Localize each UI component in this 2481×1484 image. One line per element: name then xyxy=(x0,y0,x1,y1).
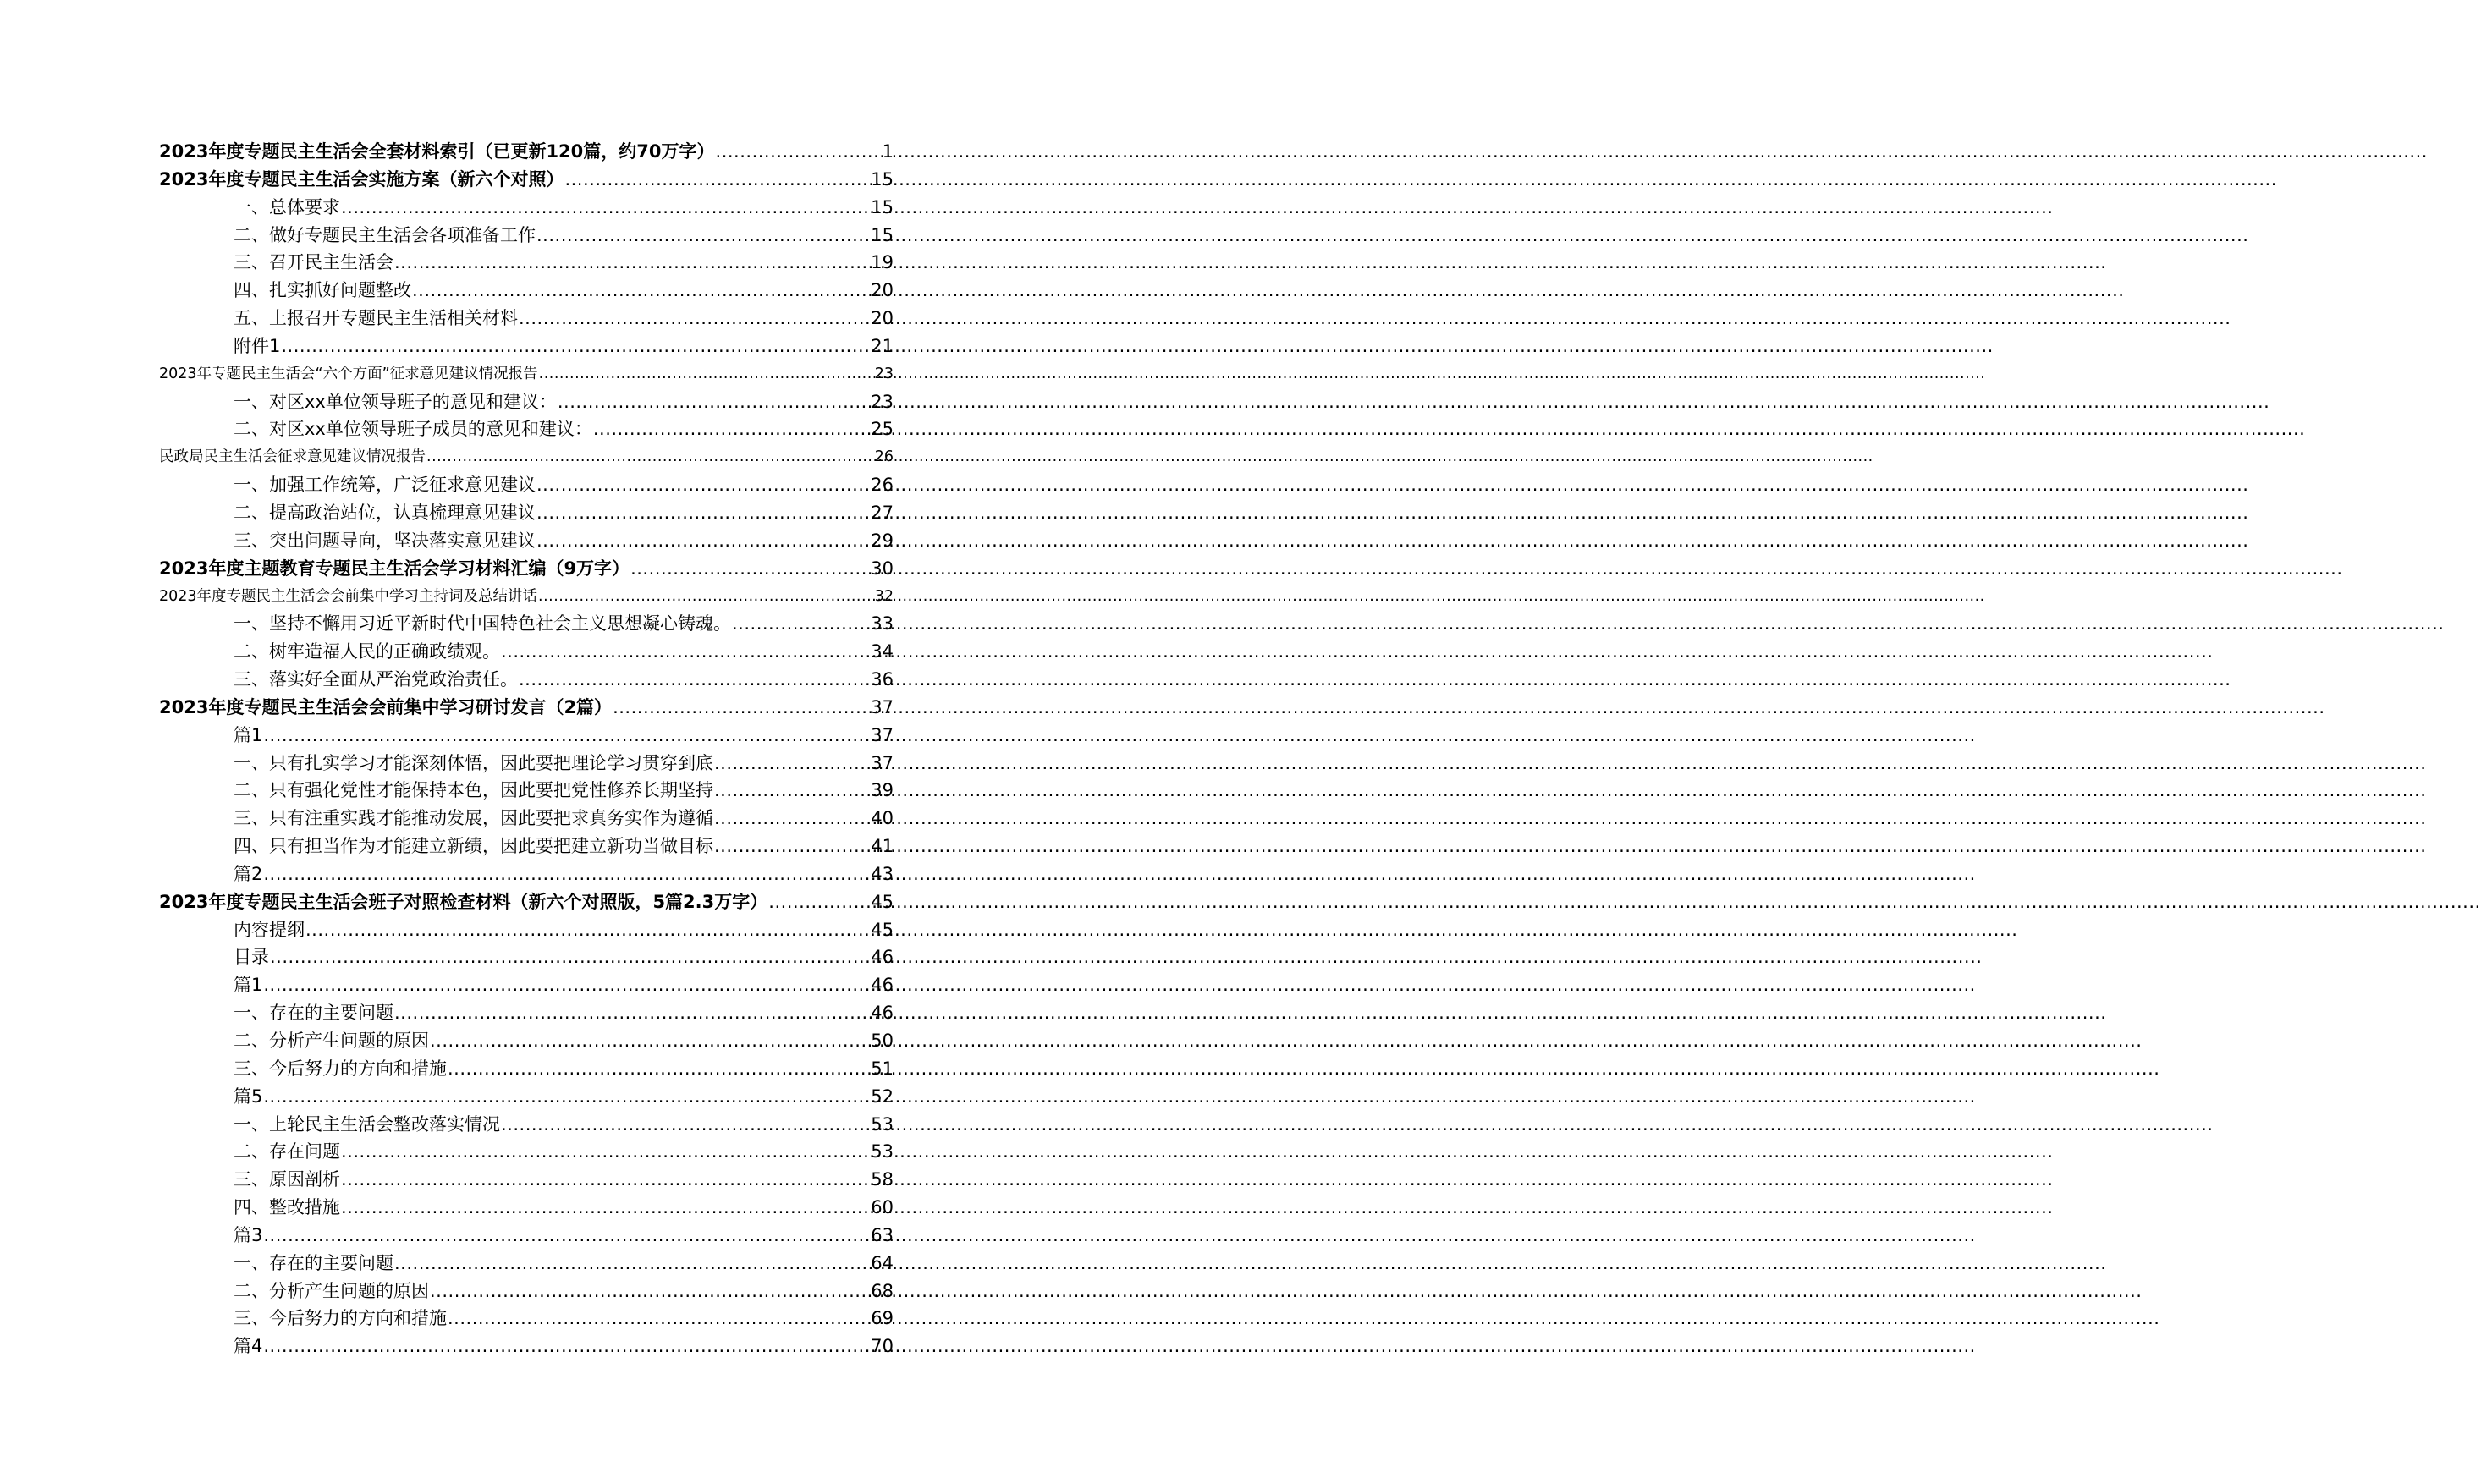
toc-entry-title: 一、对区xx单位领导班子的意见和建议： xyxy=(234,391,557,412)
toc-entry[interactable] xyxy=(159,722,894,750)
toc-entry-title: 民政局民主生活会征求意见建议情况报告 xyxy=(159,448,426,466)
toc-dot-leader xyxy=(430,1278,870,1305)
toc-entry-title: 二、做好专题民主生活会各项准备工作 xyxy=(234,224,536,245)
toc-entry-page-number: 36 xyxy=(871,669,894,690)
toc-entry-title: 2023年度主题教育专题民主生活会学习材料汇编（9万字） xyxy=(159,558,630,579)
toc-entry-title: 二、存在问题 xyxy=(234,1141,340,1162)
toc-dot-leader xyxy=(714,805,870,833)
toc-entry-page-number: 50 xyxy=(871,1031,894,1051)
toc-dot-leader xyxy=(394,1250,870,1278)
toc-entry-page-number: 63 xyxy=(871,1224,894,1245)
toc-dot-leader xyxy=(519,305,870,333)
toc-entry[interactable] xyxy=(159,610,894,638)
toc-entry-title: 二、分析产生问题的原因 xyxy=(234,1031,429,1051)
toc-entry-title: 一、坚持不懈用习近平新时代中国特色社会主义思想凝心铸魂。 xyxy=(234,613,731,635)
toc-entry-title: 二、提高政治站位，认真梳理意见建议 xyxy=(234,502,536,523)
toc-entry-title: 一、加强工作统筹，广泛征求意见建议 xyxy=(234,475,536,496)
toc-entry-page-number: 51 xyxy=(871,1058,894,1079)
toc-entry[interactable] xyxy=(159,1305,894,1333)
toc-dot-leader xyxy=(501,1111,870,1139)
toc-entry[interactable] xyxy=(159,249,894,277)
toc-entry[interactable] xyxy=(159,443,894,471)
toc-dot-leader xyxy=(714,833,870,860)
toc-dot-leader xyxy=(305,916,870,944)
toc-entry-title: 三、突出问题导向，坚决落实意见建议 xyxy=(234,530,536,551)
toc-entry-title: 三、召开民主生活会 xyxy=(234,252,393,273)
toc-entry-title: 2023年度专题民主生活会会前集中学习主持词及总结讲话 xyxy=(159,587,538,605)
toc-entry[interactable] xyxy=(159,222,894,250)
toc-entry-title: 篇5 xyxy=(234,1086,263,1107)
toc-entry-page-number: 68 xyxy=(871,1280,894,1301)
toc-entry-title: 目录 xyxy=(234,947,269,968)
toc-entry[interactable] xyxy=(159,138,894,166)
toc-dot-leader xyxy=(564,166,870,194)
toc-dot-leader xyxy=(394,999,870,1027)
toc-dot-leader xyxy=(270,943,870,971)
toc-entry[interactable] xyxy=(159,1055,894,1083)
toc-entry-title: 三、落实好全面从严治党政治责任。 xyxy=(234,669,518,690)
toc-entry-title: 篇4 xyxy=(234,1336,263,1357)
toc-entry[interactable] xyxy=(159,777,894,805)
toc-entry-page-number: 46 xyxy=(871,1003,894,1024)
toc-entry-title: 二、对区xx单位领导班子成员的意见和建议： xyxy=(234,419,592,440)
toc-entry-page-number: 37 xyxy=(871,724,894,745)
toc-entry-page-number: 37 xyxy=(871,696,894,717)
toc-entry-title: 三、只有注重实践才能推动发展，因此要把求真务实作为遵循 xyxy=(234,808,713,829)
toc-entry[interactable] xyxy=(159,1083,894,1111)
toc-entry-page-number: 45 xyxy=(871,891,894,912)
toc-dot-leader xyxy=(501,638,870,666)
toc-entry[interactable] xyxy=(159,1166,894,1194)
toc-entry-page-number: 46 xyxy=(871,975,894,996)
toc-entry-page-number: 26 xyxy=(871,475,894,496)
toc-entry-title: 2023年度专题民主生活会会前集中学习研讨发言（2篇） xyxy=(159,696,613,717)
toc-dot-leader xyxy=(768,888,870,916)
toc-dot-leader xyxy=(536,222,870,250)
toc-entry-page-number: 69 xyxy=(871,1308,894,1329)
toc-entry-page-number: 26 xyxy=(874,448,894,466)
toc-entry-page-number: 32 xyxy=(874,587,894,605)
toc-entry-page-number: 27 xyxy=(871,502,894,523)
toc-entry-page-number: 60 xyxy=(871,1197,894,1218)
toc-entry[interactable] xyxy=(159,527,894,555)
toc-entry[interactable] xyxy=(159,1194,894,1222)
toc-dot-leader xyxy=(536,499,870,527)
toc-entry-title: 篇1 xyxy=(234,975,263,996)
toc-entry-title: 二、分析产生问题的原因 xyxy=(234,1280,429,1301)
toc-entry[interactable] xyxy=(159,388,894,416)
toc-entry-page-number: 40 xyxy=(871,808,894,829)
toc-entry-title: 三、今后努力的方向和措施 xyxy=(234,1308,447,1329)
toc-dot-leader xyxy=(536,527,870,555)
toc-dot-leader xyxy=(341,1194,870,1222)
toc-entry-title: 四、只有担当作为才能建立新绩，因此要把建立新功当做目标 xyxy=(234,836,713,857)
toc-entry-title: 二、树牢造福人民的正确政绩观。 xyxy=(234,641,500,662)
toc-dot-leader xyxy=(732,610,870,638)
toc-dot-leader xyxy=(394,249,870,277)
toc-entry[interactable] xyxy=(159,916,894,944)
toc-entry-title: 篇3 xyxy=(234,1224,263,1245)
toc-entry[interactable] xyxy=(159,638,894,666)
toc-dot-leader xyxy=(263,722,870,750)
toc-entry[interactable] xyxy=(159,333,894,360)
toc-entry-title: 内容提纲 xyxy=(234,919,305,940)
toc-dot-leader xyxy=(519,666,870,694)
toc-entry[interactable] xyxy=(159,1027,894,1055)
toc-dot-leader xyxy=(341,1138,870,1166)
table-of-contents xyxy=(159,138,894,1360)
toc-entry[interactable] xyxy=(159,1250,894,1278)
toc-entry-title: 2023年度专题民主生活会实施方案（新六个对照） xyxy=(159,168,564,190)
toc-entry[interactable] xyxy=(159,750,894,778)
toc-entry-page-number: 46 xyxy=(871,947,894,968)
toc-entry[interactable] xyxy=(159,194,894,222)
toc-dot-leader xyxy=(281,333,870,360)
toc-entry[interactable] xyxy=(159,666,894,694)
toc-entry-page-number: 29 xyxy=(871,530,894,551)
toc-entry[interactable] xyxy=(159,860,894,888)
toc-entry-page-number: 53 xyxy=(871,1141,894,1162)
toc-entry[interactable] xyxy=(159,471,894,499)
toc-entry-title: 一、总体要求 xyxy=(234,196,340,217)
toc-entry-page-number: 45 xyxy=(871,919,894,940)
toc-entry-title: 2023年专题民主生活会“六个方面”征求意见建议情况报告 xyxy=(159,365,538,382)
toc-dot-leader xyxy=(613,694,870,722)
toc-entry-title: 2023年度专题民主生活会全套材料索引（已更新120篇，约70万字） xyxy=(159,141,715,162)
toc-entry-page-number: 34 xyxy=(871,641,894,662)
toc-entry[interactable] xyxy=(159,499,894,527)
toc-entry-page-number: 25 xyxy=(871,419,894,440)
toc-entry[interactable] xyxy=(159,415,894,443)
toc-entry[interactable] xyxy=(159,805,894,833)
toc-entry[interactable] xyxy=(159,277,894,305)
toc-entry-page-number: 52 xyxy=(871,1086,894,1107)
toc-entry-page-number: 19 xyxy=(871,252,894,273)
toc-dot-leader xyxy=(263,860,870,888)
toc-entry[interactable] xyxy=(159,1333,894,1360)
toc-entry-page-number: 43 xyxy=(871,863,894,884)
toc-entry-page-number: 37 xyxy=(871,752,894,773)
toc-dot-leader xyxy=(714,777,870,805)
toc-entry-title: 三、原因剖析 xyxy=(234,1169,340,1190)
toc-dot-leader xyxy=(448,1055,870,1083)
toc-entry[interactable] xyxy=(159,1111,894,1139)
toc-entry[interactable] xyxy=(159,360,894,388)
toc-entry[interactable] xyxy=(159,833,894,860)
toc-entry-title: 四、扎实抓好问题整改 xyxy=(234,280,411,301)
toc-entry-title: 四、整改措施 xyxy=(234,1197,340,1218)
toc-dot-leader xyxy=(538,583,874,611)
toc-dot-leader xyxy=(341,1166,870,1194)
toc-entry-title: 2023年度专题民主生活会班子对照检查材料（新六个对照版，5篇2.3万字） xyxy=(159,891,768,912)
toc-entry-page-number: 30 xyxy=(871,558,894,579)
toc-dot-leader xyxy=(430,1027,870,1055)
toc-entry-page-number: 53 xyxy=(871,1113,894,1135)
toc-dot-leader xyxy=(263,1333,870,1360)
toc-entry[interactable] xyxy=(159,694,894,722)
toc-entry-page-number: 20 xyxy=(871,280,894,301)
toc-entry[interactable] xyxy=(159,999,894,1027)
toc-entry[interactable] xyxy=(159,305,894,333)
toc-entry[interactable] xyxy=(159,1138,894,1166)
toc-entry-title: 篇1 xyxy=(234,724,263,745)
toc-entry[interactable] xyxy=(159,1222,894,1250)
toc-entry-title: 一、只有扎实学习才能深刻体悟，因此要把理论学习贯穿到底 xyxy=(234,752,713,773)
toc-entry-page-number: 1 xyxy=(882,141,894,162)
toc-entry-title: 篇2 xyxy=(234,863,263,884)
toc-dot-leader xyxy=(714,750,870,778)
toc-entry-page-number: 33 xyxy=(871,613,894,635)
toc-entry-page-number: 23 xyxy=(874,365,894,382)
toc-entry-page-number: 20 xyxy=(871,308,894,329)
toc-entry-page-number: 70 xyxy=(871,1336,894,1357)
toc-entry-page-number: 41 xyxy=(871,836,894,857)
toc-entry-title: 一、上轮民主生活会整改落实情况 xyxy=(234,1113,500,1135)
toc-dot-leader xyxy=(448,1305,870,1333)
toc-dot-leader xyxy=(630,555,870,583)
toc-entry-page-number: 15 xyxy=(871,168,894,190)
toc-entry-page-number: 15 xyxy=(871,224,894,245)
toc-dot-leader xyxy=(341,194,870,222)
toc-entry-title: 一、存在的主要问题 xyxy=(234,1003,393,1024)
toc-entry-title: 二、只有强化党性才能保持本色，因此要把党性修养长期坚持 xyxy=(234,780,713,801)
toc-dot-leader xyxy=(426,443,874,471)
toc-entry-title: 五、上报召开专题民主生活相关材料 xyxy=(234,308,518,329)
toc-entry[interactable] xyxy=(159,943,894,971)
toc-dot-leader xyxy=(716,138,882,166)
toc-entry-page-number: 21 xyxy=(871,335,894,356)
toc-dot-leader xyxy=(539,360,874,388)
toc-entry-page-number: 15 xyxy=(871,196,894,217)
toc-entry[interactable] xyxy=(159,888,894,916)
toc-entry-title: 附件1 xyxy=(234,335,281,356)
toc-dot-leader xyxy=(536,471,870,499)
toc-dot-leader xyxy=(593,415,870,443)
toc-entry[interactable] xyxy=(159,583,894,611)
toc-entry-title: 三、今后努力的方向和措施 xyxy=(234,1058,447,1079)
toc-dot-leader xyxy=(263,1083,870,1111)
toc-entry-page-number: 23 xyxy=(871,391,894,412)
toc-entry[interactable] xyxy=(159,166,894,194)
toc-dot-leader xyxy=(263,1222,870,1250)
toc-dot-leader xyxy=(263,971,870,999)
toc-entry-page-number: 58 xyxy=(871,1169,894,1190)
toc-entry-page-number: 39 xyxy=(871,780,894,801)
toc-entry-page-number: 64 xyxy=(871,1252,894,1273)
toc-entry[interactable] xyxy=(159,1278,894,1305)
toc-dot-leader xyxy=(412,277,870,305)
toc-entry[interactable] xyxy=(159,555,894,583)
toc-dot-leader xyxy=(558,388,870,416)
toc-entry[interactable] xyxy=(159,971,894,999)
toc-entry-title: 一、存在的主要问题 xyxy=(234,1252,393,1273)
